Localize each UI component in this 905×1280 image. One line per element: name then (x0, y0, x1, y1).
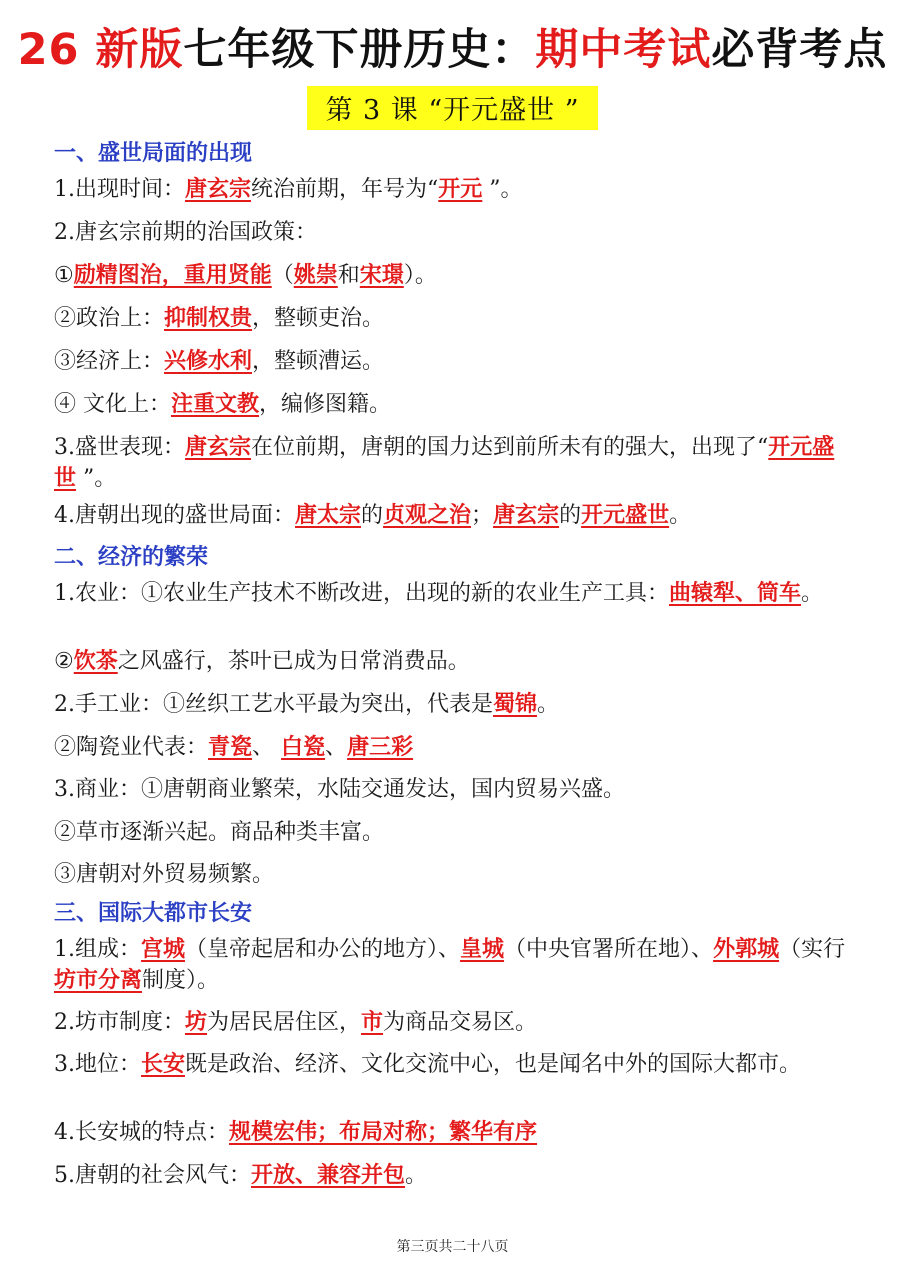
note-text: ）。 (403, 263, 437, 288)
key-term: 唐太宗 (295, 502, 362, 528)
note-text: 、 (325, 735, 348, 760)
title-keypoints: 必背考点 (711, 25, 888, 75)
title-year-edition: 26 新版 (17, 25, 184, 75)
key-term: 唐玄宗 (185, 434, 252, 460)
note-line (54, 174, 855, 205)
key-term: 励精图治，重用贤能 (73, 262, 272, 288)
lesson-banner (0, 86, 905, 130)
note-text: ”。 (76, 466, 117, 491)
key-term: 开元盛世 (581, 502, 670, 528)
key-term: 宫城 (141, 936, 186, 962)
key-term: 唐三彩 (347, 734, 414, 760)
note-line (54, 1160, 855, 1191)
note-text: 统治前期，年号为“ (251, 177, 439, 202)
note-text: ②草市逐渐兴起。商品种类丰富。 (54, 820, 385, 845)
note-text: 。 (537, 692, 560, 717)
note-text: 的 (361, 503, 384, 528)
note-text: ”。 (482, 177, 523, 202)
note-text: ① (54, 263, 74, 288)
key-term: 规模宏伟；布局对称；繁华有序 (229, 1119, 538, 1145)
note-text: ③经济上： (54, 349, 165, 374)
section-heading: 二、经济的繁荣 (54, 545, 209, 570)
note-text: ④ 文化上： (54, 392, 171, 417)
key-term: 注重文教 (171, 391, 260, 417)
note-line (54, 646, 855, 677)
key-term: 唐玄宗 (493, 502, 560, 528)
key-term: 饮茶 (73, 648, 118, 674)
note-text: 4.长安城的特点： (54, 1120, 229, 1145)
note-text: 为居民居住区， (207, 1010, 362, 1035)
key-term: 抑制权贵 (164, 305, 253, 331)
note-text: 4.唐朝出现的盛世局面： (54, 503, 295, 528)
note-text: ②政治上： (54, 306, 165, 331)
page-title (0, 16, 905, 77)
note-text: 在位前期，唐朝的国力达到前所未有的强大，出现了“ (251, 435, 769, 460)
note-line (54, 346, 855, 377)
key-term: 开元盛世 (54, 434, 835, 491)
note-text: 。 (801, 581, 824, 606)
key-term: 蜀锦 (493, 691, 538, 717)
note-text: 2.手工业：①丝织工艺水平最为突出，代表是 (54, 692, 493, 717)
key-term: 开放、兼容并包 (251, 1162, 406, 1188)
note-line (54, 1117, 855, 1148)
key-term: 曲辕犁、筒车 (669, 580, 802, 606)
title-exam: 期中考试 (535, 25, 712, 75)
note-text: 。 (669, 503, 692, 528)
note-text: ，整顿吏治。 (252, 306, 385, 331)
note-text: 3.地位： (54, 1052, 141, 1077)
key-term: 长安 (141, 1051, 186, 1077)
key-term: 青瓷 (208, 734, 253, 760)
note-line (54, 218, 855, 248)
note-text: ② (54, 649, 74, 674)
note-text: 制度）。 (142, 968, 220, 993)
note-line (54, 689, 855, 720)
note-text: 3.商业：①唐朝商业繁荣，水陆交通发达，国内贸易兴盛。 (54, 777, 625, 802)
note-line (54, 389, 855, 420)
key-term: 白瓷 (281, 734, 326, 760)
key-term: 贞观之治 (383, 502, 472, 528)
note-text: （ (271, 263, 294, 288)
note-text: 和 (337, 263, 360, 288)
note-text: 1.组成： (54, 937, 141, 962)
note-line (54, 260, 855, 291)
note-text: （皇帝起居和办公的地方）、 (185, 937, 461, 962)
note-line (54, 1007, 855, 1038)
note-text: 为商品交易区。 (383, 1010, 538, 1035)
key-term: 唐玄宗 (185, 176, 252, 202)
note-text: 3.盛世表现： (54, 435, 185, 460)
key-term: 市 (361, 1009, 384, 1035)
note-line (54, 1049, 855, 1080)
note-text: 、 (252, 735, 282, 760)
lesson-title: 第 3 课 “开元盛世 ” (307, 86, 597, 130)
note-line (54, 860, 855, 890)
note-text: ②陶瓷业代表： (54, 735, 209, 760)
section-heading: 一、盛世局面的出现 (54, 141, 253, 166)
note-text: （实行 (779, 937, 846, 962)
key-term: 兴修水利 (164, 348, 253, 374)
note-text: 1.出现时间： (54, 177, 185, 202)
note-line (54, 303, 855, 334)
key-term: 开元 (438, 176, 483, 202)
note-line (54, 775, 855, 805)
key-term: 外郭城 (713, 936, 780, 962)
note-line (54, 818, 855, 848)
section-heading: 三、国际大都市长安 (54, 901, 253, 926)
page-footer: 第三页共二十八页 (396, 1239, 509, 1255)
key-term: 姚崇 (293, 262, 338, 288)
note-text: 1.农业：①农业生产技术不断改进，出现的新的农业生产工具： (54, 581, 669, 606)
note-text: ，整顿漕运。 (252, 349, 385, 374)
note-line (54, 432, 855, 494)
note-text: 2.唐玄宗前期的治国政策： (54, 220, 317, 245)
key-term: 坊市分离 (54, 967, 143, 993)
note-text: ③唐朝对外贸易频繁。 (54, 862, 275, 887)
note-text: 5.唐朝的社会风气： (54, 1163, 251, 1188)
title-grade-subject: 七年级下册历史： (183, 25, 536, 75)
note-text: 的 (559, 503, 582, 528)
note-text: ，编修图籍。 (259, 392, 392, 417)
note-text: （中央官署所在地）、 (504, 937, 714, 962)
note-line (54, 578, 855, 609)
note-line (54, 934, 855, 996)
note-text: 之风盛行，茶叶已成为日常消费品。 (117, 649, 470, 674)
note-text: 既是政治、经济、文化交流中心，也是闻名中外的国际大都市。 (185, 1052, 802, 1077)
note-text: 2.坊市制度： (54, 1010, 185, 1035)
key-term: 坊 (185, 1009, 208, 1035)
note-line (54, 500, 855, 531)
key-term: 皇城 (460, 936, 505, 962)
note-text: 。 (405, 1163, 428, 1188)
key-term: 宋璟 (359, 262, 404, 288)
note-line (54, 732, 855, 763)
note-text: ； (471, 503, 494, 528)
